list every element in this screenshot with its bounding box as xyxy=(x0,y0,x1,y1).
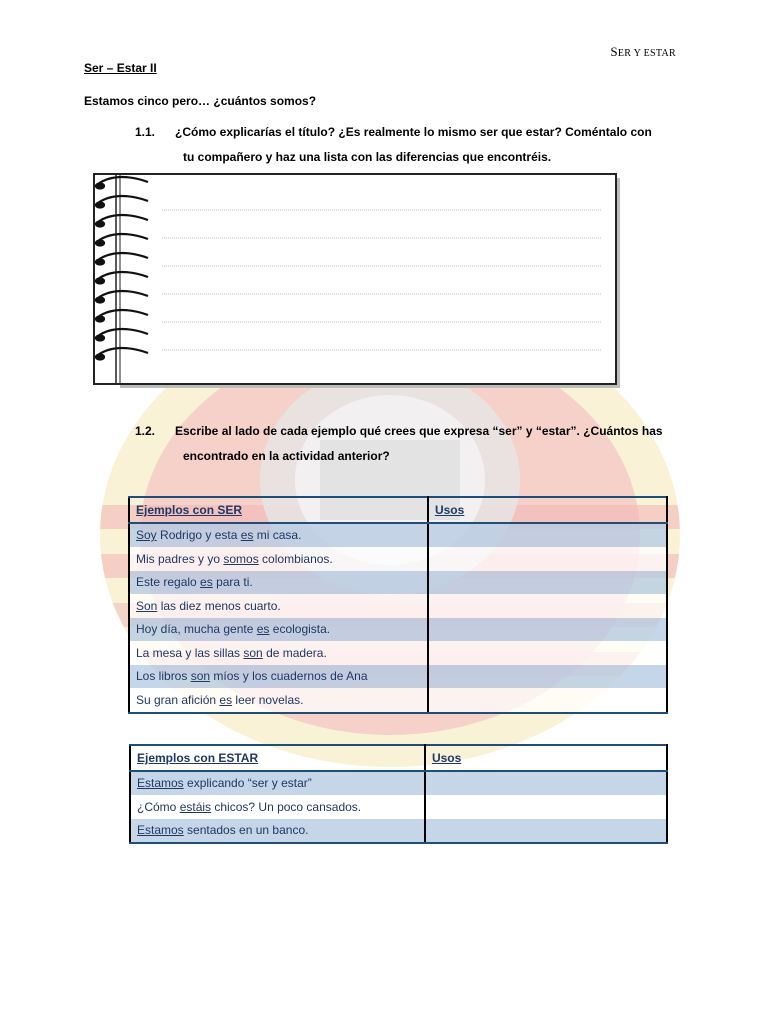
usos-cell[interactable] xyxy=(428,594,667,618)
table-row xyxy=(129,618,667,642)
example-cell: Estamos explicando “ser y estar” xyxy=(130,771,425,796)
table-row xyxy=(130,819,667,844)
usos-cell[interactable] xyxy=(425,795,667,819)
table-header-row xyxy=(130,745,667,771)
examples-header: Ejemplos con ESTAR xyxy=(130,745,425,771)
example-cell: Soy Rodrigo y esta es mi casa. xyxy=(129,523,428,548)
question-number: 1.1. xyxy=(135,125,156,139)
usos-cell[interactable] xyxy=(428,547,667,571)
examples-header: Ejemplos con SER xyxy=(129,497,428,523)
example-cell: Estamos sentados en un banco. xyxy=(130,819,425,844)
example-cell: Su gran afición es leer novelas. xyxy=(129,688,428,713)
usos-cell[interactable] xyxy=(428,523,667,548)
question-text: ¿Cómo explicarías el título? ¿Es realmente lo mismo ser que estar? Coméntalo con tu compañero y haz una lista con las diferencias que encontréis. xyxy=(175,125,652,164)
usos-header: Usos xyxy=(425,745,667,771)
document-title: Ser – Estar II xyxy=(84,61,157,75)
example-cell: Mis padres y yo somos colombianos. xyxy=(129,547,428,571)
usos-cell[interactable] xyxy=(428,618,667,642)
question-1-1 xyxy=(135,120,695,172)
question-1-2 xyxy=(135,419,695,471)
table-row xyxy=(129,523,667,548)
usos-cell[interactable] xyxy=(425,771,667,796)
table-row xyxy=(129,688,667,713)
table-row xyxy=(129,571,667,595)
usos-cell[interactable] xyxy=(428,665,667,689)
usos-header: Usos xyxy=(428,497,667,523)
question-number: 1.2. xyxy=(135,424,156,438)
question-text: Escribe al lado de cada ejemplo qué crees que expresa “ser” y “estar”. ¿Cuántos has encontrado en la actividad anterior? xyxy=(175,424,663,463)
table-row xyxy=(129,594,667,618)
ser-examples-table xyxy=(128,496,668,714)
usos-cell[interactable] xyxy=(428,571,667,595)
usos-cell[interactable] xyxy=(425,819,667,844)
usos-cell[interactable] xyxy=(428,641,667,665)
table-row xyxy=(129,665,667,689)
running-header: SER Y ESTAR xyxy=(610,44,676,59)
usos-cell[interactable] xyxy=(428,688,667,713)
example-cell: ¿Cómo estáis chicos? Un poco cansados. xyxy=(130,795,425,819)
table-header-row xyxy=(129,497,667,523)
example-cell: Hoy día, mucha gente es ecologista. xyxy=(129,618,428,642)
table-row xyxy=(130,795,667,819)
example-cell: Son las diez menos cuarto. xyxy=(129,594,428,618)
document-subtitle: Estamos cinco pero… ¿cuántos somos? xyxy=(84,94,317,108)
example-cell: Este regalo es para ti. xyxy=(129,571,428,595)
table-row xyxy=(129,641,667,665)
estar-examples-table xyxy=(129,744,668,844)
table-row xyxy=(130,771,667,796)
example-cell: Los libros son míos y los cuadernos de Ana xyxy=(129,665,428,689)
table-row xyxy=(129,547,667,571)
example-cell: La mesa y las sillas son de madera. xyxy=(129,641,428,665)
notebook-illustration xyxy=(92,172,622,390)
